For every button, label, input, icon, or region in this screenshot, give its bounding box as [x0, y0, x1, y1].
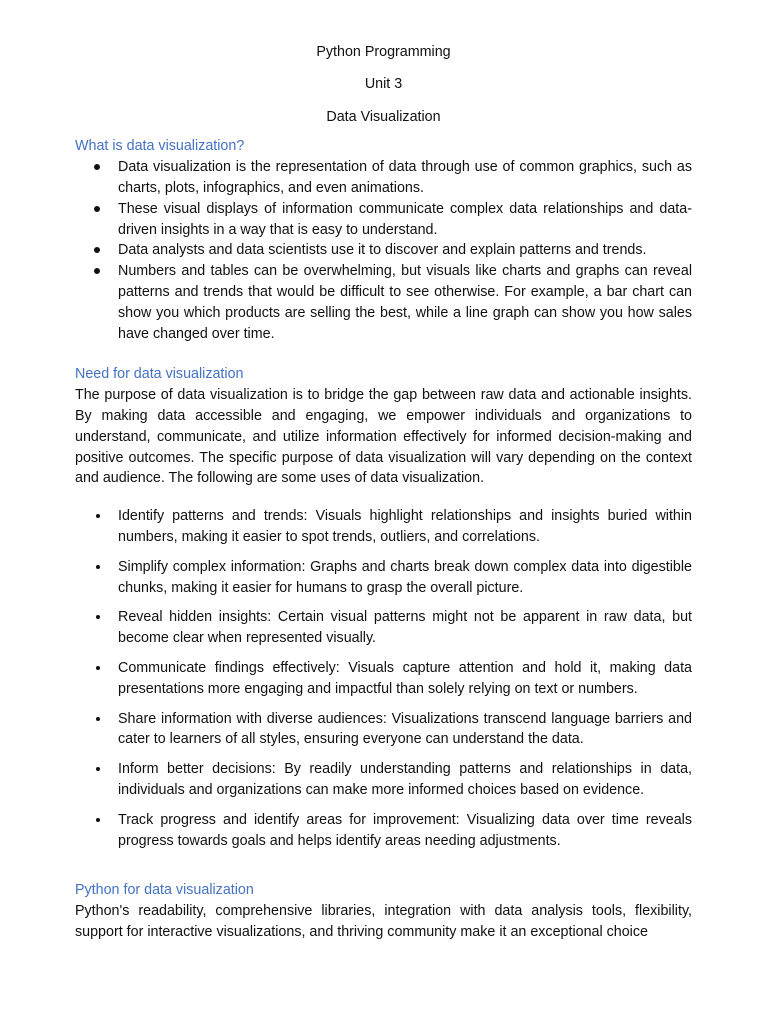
- python-paragraph: Python's readability, comprehensive libraries, integration with data analysis tools, flexibility, support for interactive visualizations, and thriving community make it an exceptional choice: [75, 903, 692, 940]
- section-heading-python: Python for data visualization: [75, 882, 254, 899]
- list-item-text: Reveal hidden insights: Certain visual patterns might not be apparent in raw data, but become clear when represented visually.: [118, 609, 692, 647]
- list-item-text: Data analysts and data scientists use it to discover and explain patterns and trends.: [118, 242, 647, 259]
- document-page: [75, 42, 692, 943]
- list-item-text: Identify patterns and trends: Visuals highlight relationships and insights buried within numbers, making it easier to spot trends, outliers, and correlations.: [118, 508, 692, 545]
- list-item: [75, 709, 692, 751]
- list-item: [75, 240, 692, 261]
- spacer: [75, 344, 692, 364]
- section-heading-what-is: What is data visualization?: [75, 138, 245, 155]
- list-item: [75, 557, 692, 599]
- list-item-text: Communicate findings effectively: Visuals capture attention and hold it, making data presentations more engaging and impactful than solely relying on text or numbers.: [118, 659, 692, 697]
- bullet-icon: [94, 268, 100, 274]
- bullet-icon: [96, 717, 100, 721]
- list-item-text: These visual displays of information communicate complex data relationships and data-driven insights in a way that is easy to understand.: [118, 200, 692, 238]
- bullet-icon: [96, 615, 100, 619]
- bullet-icon: [94, 247, 100, 253]
- section-heading-need: Need for data visualization: [75, 366, 244, 383]
- list-item-text: Simplify complex information: Graphs and charts break down complex data into digestible chunks, making it easier for humans to grasp the overall picture.: [118, 558, 692, 596]
- course-title: Python Programming: [316, 44, 451, 60]
- list-item: [75, 506, 692, 548]
- spacer: [75, 860, 692, 880]
- need-paragraph: The purpose of data visualization is to bridge the gap between raw data and actionable insights. By making data accessible and engaging, we empower individuals and organizations to understand, communicate, and utilize information effectively for informed decision-making and positive outcomes. The specific purpose of data visualization will vary depending on the context and audience. The following are some uses of data visualization.: [75, 387, 692, 487]
- list-item: [75, 810, 692, 852]
- definition-bullet-list: [75, 157, 692, 344]
- list-item: [75, 607, 692, 649]
- bullet-icon: [96, 818, 100, 822]
- list-item: [75, 658, 692, 700]
- topic-title: Data Visualization: [326, 108, 441, 125]
- unit-title: Unit 3: [364, 75, 403, 92]
- list-item-text: Data visualization is the representation of data through use of common graphics, such as charts, plots, infographics, and even animations.: [118, 159, 692, 196]
- list-item-text: Track progress and identify areas for improvement: Visualizing data over time reveals progress towards goals and helps identify areas needing adjustments.: [118, 811, 692, 849]
- list-item: [75, 199, 692, 241]
- list-item: [75, 261, 692, 344]
- list-item-text: Numbers and tables can be overwhelming, but visuals like charts and graphs can reveal patterns and trends that would be difficult to see otherwise. For example, a bar chart can show you which products are selling the best, while a line graph can show you how sales have changed over time.: [118, 263, 692, 342]
- bullet-icon: [96, 666, 100, 670]
- bullet-icon: [94, 164, 100, 170]
- list-item: [75, 157, 692, 199]
- uses-bullet-list: [75, 506, 692, 851]
- bullet-icon: [96, 514, 100, 518]
- list-item-text: Share information with diverse audiences: Visualizations transcend language barriers and cater to learners of all styles, ensuring everyone can understand the data.: [118, 710, 692, 748]
- bullet-icon: [96, 767, 100, 771]
- list-item-text: Inform better decisions: By readily understanding patterns and relationships in data, individuals and organizations can make more informed choices based on evidence.: [118, 761, 692, 798]
- bullet-icon: [94, 206, 100, 212]
- spacer: [75, 489, 692, 506]
- bullet-icon: [96, 565, 100, 569]
- list-item: [75, 759, 692, 801]
